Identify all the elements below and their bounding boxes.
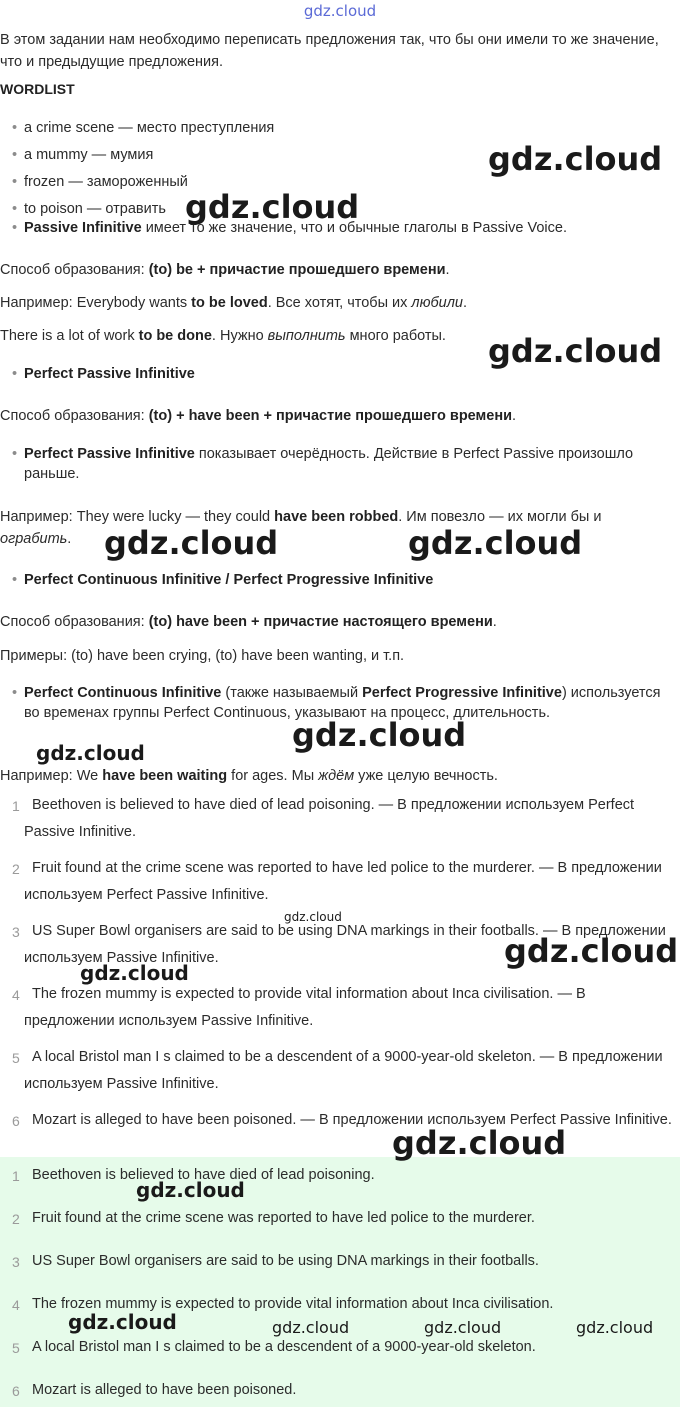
- perfect-passive-formation: Способ образования: (to) + have been + причастие прошедшего времени.: [0, 408, 517, 424]
- list-number: 2: [12, 1211, 20, 1227]
- perfect-passive-heading: • Perfect Passive Infinitive: [12, 366, 195, 382]
- answer-item: Mozart is alleged to have been poisoned.: [32, 1382, 297, 1398]
- list-number: 5: [12, 1340, 20, 1356]
- list-number: 6: [12, 1113, 20, 1129]
- watermark: gdz.cloud: [504, 932, 679, 970]
- wordlist-item: • a mummy — мумия: [12, 147, 154, 163]
- wordlist-item: • a crime scene — место преступления: [12, 120, 275, 136]
- bullet-icon: •: [12, 685, 18, 701]
- bullet-icon: •: [12, 366, 18, 382]
- intro-text: В этом задании нам необходимо переписать предложения так, что бы они имели то же значение, что и предыдущие предложения.: [0, 32, 659, 70]
- passive-example-1: Например: Everybody wants to be loved. Все хотят, чтобы их любили.: [0, 295, 467, 311]
- watermark: gdz.cloud: [136, 1178, 245, 1202]
- explanation-item: US Super Bowl organisers are said to be using DNA markings in their footballs. — В предложении используем Passive Infinitive.: [24, 923, 666, 966]
- bullet-icon: •: [12, 201, 18, 217]
- list-number: 3: [12, 1254, 20, 1270]
- answer-item: Beethoven is believed to have died of lead poisoning.: [32, 1167, 375, 1183]
- watermark: gdz.cloud: [272, 1318, 350, 1337]
- explanation-item: Beethoven is believed to have died of lead poisoning. — В предложении используем Perfect Passive Infinitive.: [24, 797, 635, 840]
- explanation-item: Fruit found at the crime scene was reported to have led police to the murderer. — В предложении используем Perfect Passive Infinitive.: [24, 860, 662, 903]
- list-number: 4: [12, 987, 20, 1003]
- list-number: 1: [12, 798, 20, 814]
- wordlist-heading: WORDLIST: [0, 81, 75, 97]
- list-number: 6: [12, 1383, 20, 1399]
- list-number: 5: [12, 1050, 20, 1066]
- passive-example-2: There is a lot of work to be done. Нужно выполнить много работы.: [0, 328, 446, 344]
- wordlist-item: • frozen — замороженный: [12, 174, 188, 190]
- answer-item: Fruit found at the crime scene was reported to have led police to the murderer.: [32, 1210, 535, 1226]
- watermark: gdz.cloud: [488, 332, 663, 370]
- site-brand[interactable]: gdz.cloud: [303, 2, 377, 20]
- perfect-passive-bullet: • Perfect Passive Infinitive показывает очерёдность. Действие в Perfect Passive произошло раньше.: [12, 446, 634, 482]
- perfect-continuous-heading: • Perfect Continuous Infinitive / Perfect Progressive Infinitive: [12, 572, 434, 588]
- passive-infinitive-bullet: • Passive Infinitive имеет то же значение, что и обычные глаголы в Passive Voice.: [12, 220, 567, 236]
- watermark: gdz.cloud: [392, 1124, 567, 1162]
- answers-block: [0, 1157, 680, 1407]
- bullet-icon: •: [12, 147, 18, 163]
- bullet-icon: •: [12, 220, 18, 236]
- watermark: gdz.cloud: [36, 741, 145, 765]
- watermark: gdz.cloud: [68, 1310, 177, 1334]
- bullet-icon: •: [12, 572, 18, 588]
- explanation-item: The frozen mummy is expected to provide vital information about Inca civilisation. — В предложении используем Passive Infinitive.: [24, 986, 586, 1029]
- watermark: gdz.cloud: [284, 910, 342, 924]
- explanation-item: A local Bristol man I s claimed to be a descendent of a 9000-year-old skeleton. — В предложении используем Passive Infinitive.: [24, 1049, 663, 1092]
- passive-formation: Способ образования: (to) be + причастие прошедшего времени.: [0, 262, 450, 278]
- watermark: gdz.cloud: [424, 1318, 502, 1337]
- list-number: 1: [12, 1168, 20, 1184]
- watermark: gdz.cloud: [292, 716, 467, 754]
- perfect-continuous-formation: Способ образования: (to) have been + причастие настоящего времени.: [0, 614, 497, 630]
- answer-item: US Super Bowl organisers are said to be using DNA markings in their footballs.: [32, 1253, 539, 1269]
- perfect-continuous-bullet: • Perfect Continuous Infinitive (также называемый Perfect Progressive Infinitive) используется во временах группы Perfect Continuous, указывают на процесс, длительность.: [12, 685, 661, 721]
- watermark: gdz.cloud: [488, 140, 663, 178]
- perfect-continuous-example: Например: We have been waiting for ages. Мы ждём уже целую вечность.: [0, 768, 498, 784]
- answer-item: The frozen mummy is expected to provide vital information about Inca civilisation.: [32, 1296, 554, 1312]
- list-number: 3: [12, 924, 20, 940]
- perfect-passive-example: Например: They were lucky — they could have been robbed. Им повезло — их могли бы и ограбить.: [0, 509, 602, 547]
- watermark: gdz.cloud: [104, 524, 279, 562]
- perfect-continuous-examples: Примеры: (to) have been crying, (to) have been wanting, и т.п.: [0, 648, 405, 664]
- answer-item: A local Bristol man I s claimed to be a descendent of a 9000-year-old skeleton.: [32, 1339, 536, 1355]
- watermark: gdz.cloud: [185, 188, 360, 226]
- bullet-icon: •: [12, 446, 18, 462]
- watermark: gdz.cloud: [80, 961, 189, 985]
- watermark: gdz.cloud: [408, 524, 583, 562]
- wordlist-item: • to poison — отравить: [12, 201, 166, 217]
- bullet-icon: •: [12, 120, 18, 136]
- explanation-item: Mozart is alleged to have been poisoned. — В предложении используем Perfect Passive Infinitive.: [32, 1112, 672, 1128]
- list-number: 2: [12, 861, 20, 877]
- list-number: 4: [12, 1297, 20, 1313]
- watermark: gdz.cloud: [576, 1318, 654, 1337]
- bullet-icon: •: [12, 174, 18, 190]
